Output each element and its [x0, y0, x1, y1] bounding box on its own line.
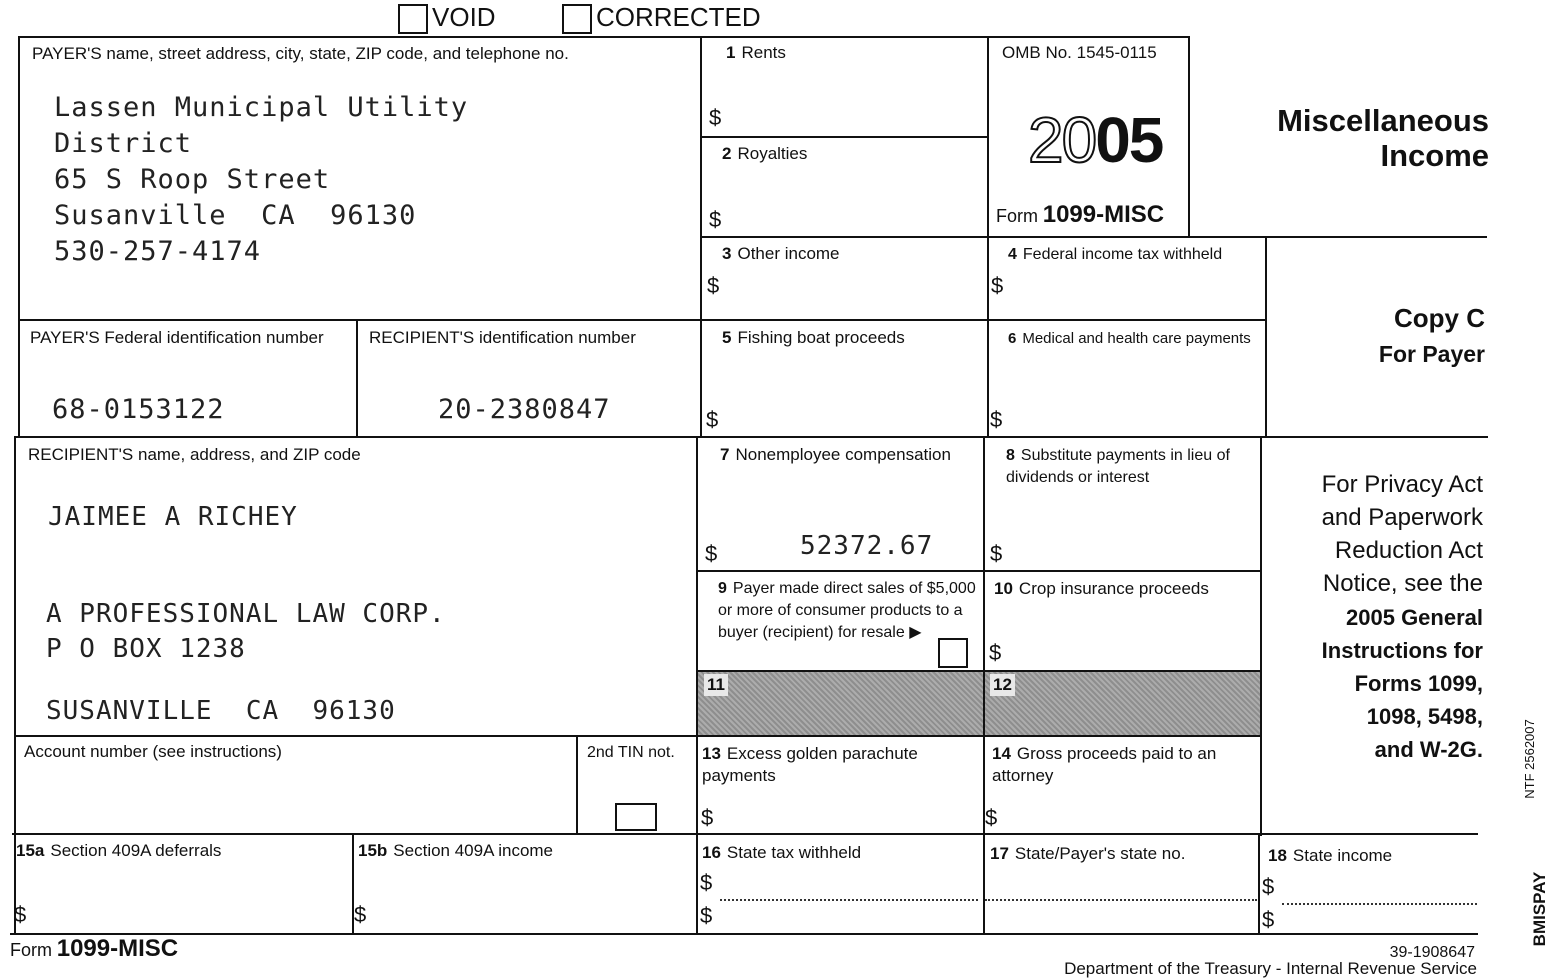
footer-code: 39-1908647 [1389, 944, 1475, 961]
box-7-value: 52372.67 [800, 531, 934, 561]
box-number: 6 [1008, 330, 1017, 347]
void-label: VOID [432, 2, 496, 32]
privacy-line: and W-2G. [1374, 737, 1483, 762]
grid-line [1258, 833, 1260, 933]
box-1-label [726, 42, 786, 64]
side-code: NTF 2562007 [1522, 719, 1537, 799]
recipient-name: JAIMEE A RICHEY [48, 502, 298, 532]
copy-for: For Payer [1378, 341, 1485, 367]
box-title: Section 409A income [393, 841, 554, 860]
box-5-label [722, 327, 905, 349]
box-12-number: 12 [990, 674, 1015, 696]
form-title-line1: Miscellaneous [1277, 103, 1489, 138]
side-brand: BMISPAY [1530, 871, 1549, 947]
box-9-label [718, 578, 978, 644]
box-12-shaded [985, 672, 1260, 735]
box-number: 8 [1006, 447, 1015, 464]
box-number: 18 [1268, 846, 1287, 865]
box-title: Gross proceeds paid to an attorney [992, 744, 1217, 785]
box-14-label [992, 743, 1242, 787]
box-number: 16 [702, 843, 721, 862]
box-title: Substitute payments in lieu of dividends or interest [1006, 447, 1230, 486]
void-checkbox[interactable] [398, 4, 428, 34]
dollar-sign: $ [700, 870, 713, 895]
form-title-line2: Income [1380, 138, 1489, 173]
footer-form-id [10, 935, 179, 962]
box-title: Medical and health care payments [1022, 330, 1251, 347]
payer-line: Susanville CA 96130 [54, 200, 417, 231]
box-number: 15b [358, 841, 388, 860]
box-title: Payer made direct sales of $5,000 or more of consumer products to a buyer (recipient) for resale ▶ [718, 580, 976, 641]
box-18-label [1268, 845, 1392, 867]
grid-line [987, 36, 989, 436]
box-number: 14 [992, 744, 1011, 763]
dollar-sign: $ [354, 902, 367, 927]
privacy-line: 2005 General [1346, 605, 1483, 630]
box-number: 9 [718, 580, 727, 597]
grid-line [18, 36, 20, 436]
box-title: Fishing boat proceeds [737, 328, 905, 347]
dollar-sign: $ [700, 903, 713, 928]
tax-year [1028, 104, 1162, 176]
footer-form-prefix: Form [10, 940, 52, 960]
dollar-sign: $ [705, 541, 718, 566]
dollar-sign: $ [707, 273, 720, 298]
recipient-id-label: RECIPIENT'S identification number [369, 328, 636, 347]
grid-line [10, 933, 1478, 935]
form-prefix: Form [996, 206, 1038, 226]
dollar-sign: $ [701, 805, 714, 830]
box-title: Royalties [737, 144, 808, 163]
privacy-line: For Privacy Act [1321, 471, 1483, 498]
second-tin-checkbox[interactable] [615, 803, 657, 831]
grid-line [18, 319, 1266, 321]
payer-fed-id-value: 68-0153122 [52, 394, 225, 425]
omb-number: OMB No. 1545-0115 [1002, 43, 1157, 62]
box-title: State/Payer's state no. [1014, 844, 1186, 863]
box-title: Other income [737, 244, 840, 263]
recipient-line: A PROFESSIONAL LAW CORP. [46, 599, 446, 629]
box-6-label [1008, 328, 1251, 350]
dollar-sign: $ [1262, 907, 1275, 932]
box-number: 1 [726, 43, 736, 62]
dollar-sign: $ [709, 105, 722, 130]
box-10-label [994, 578, 1209, 600]
dollar-sign: $ [985, 805, 998, 830]
grid-line [356, 319, 358, 436]
box-title: State tax withheld [726, 843, 862, 862]
box-7-label [720, 444, 951, 466]
box-8-label [1006, 445, 1261, 489]
dotted-divider [985, 899, 1257, 901]
box-17-label [990, 843, 1185, 865]
box-number: 5 [722, 328, 732, 347]
grid-line [14, 735, 1260, 737]
account-number-label: Account number (see instructions) [24, 742, 282, 761]
box-11-number: 11 [704, 674, 728, 696]
form-id [996, 201, 1165, 228]
privacy-line: and Paperwork [1321, 504, 1483, 531]
box-title: Crop insurance proceeds [1018, 579, 1209, 598]
footer-dept: Department of the Treasury - Internal Revenue Service [1064, 959, 1477, 978]
box-11-shaded [698, 672, 983, 735]
footer-form-name: 1099-MISC [56, 935, 179, 962]
box-title: Excess golden parachute payments [702, 744, 918, 785]
payer-line: 65 S Roop Street [54, 164, 331, 195]
grid-line [700, 36, 702, 436]
grid-line [1188, 36, 1190, 236]
recipient-line: SUSANVILLE CA 96130 [46, 696, 396, 726]
dotted-divider [1282, 903, 1477, 905]
privacy-line: 1098, 5498, [1366, 704, 1483, 729]
box-15b-label [358, 840, 553, 862]
payer-label: PAYER'S name, street address, city, state, ZIP code, and telephone no. [32, 44, 569, 63]
box-title: Federal income tax withheld [1022, 246, 1223, 263]
copy-label: Copy C [1394, 303, 1485, 333]
box-title: Nonemployee compensation [735, 445, 951, 464]
grid-line [576, 735, 578, 833]
grid-line [697, 570, 1262, 572]
box-number: 10 [994, 579, 1013, 598]
grid-line [20, 36, 1189, 38]
dollar-sign: $ [706, 407, 719, 432]
grid-line [701, 136, 988, 138]
box-number: 7 [720, 445, 730, 464]
grid-line [701, 236, 1487, 238]
dollar-sign: $ [989, 640, 1002, 665]
privacy-line: Instructions for [1321, 638, 1483, 663]
tax-year-prefix: 20 [1028, 104, 1096, 176]
dollar-sign: $ [709, 207, 722, 232]
box-title: Rents [741, 43, 786, 62]
corrected-label: CORRECTED [596, 2, 761, 32]
box-title: Section 409A deferrals [50, 841, 222, 860]
box-9-checkbox[interactable] [938, 638, 968, 668]
box-number: 3 [722, 244, 732, 263]
privacy-line: Notice, see the [1322, 570, 1483, 597]
form-name: 1099-MISC [1042, 201, 1165, 228]
box-15a-label [16, 840, 221, 862]
box-4-label [1008, 244, 1222, 266]
grid-line [16, 436, 1488, 438]
box-3-label [722, 243, 840, 265]
dollar-sign: $ [990, 407, 1003, 432]
dollar-sign: $ [14, 902, 27, 927]
dollar-sign: $ [990, 541, 1003, 566]
privacy-line: Reduction Act [1334, 537, 1483, 564]
box-number: 4 [1008, 246, 1017, 263]
second-tin-label: 2nd TIN not. [587, 744, 675, 761]
recipient-id-value: 20-2380847 [438, 394, 611, 425]
privacy-line: Forms 1099, [1354, 671, 1483, 696]
payer-line: 530-257-4174 [54, 236, 262, 267]
payer-fed-id-label: PAYER'S Federal identification number [30, 328, 324, 347]
box-number: 2 [722, 144, 732, 163]
dollar-sign: $ [1262, 874, 1275, 899]
corrected-checkbox[interactable] [562, 4, 592, 34]
box-16-label [702, 842, 861, 864]
grid-line [1260, 436, 1262, 836]
box-13-label [702, 743, 972, 787]
grid-line [1265, 236, 1267, 436]
dotted-divider [720, 899, 978, 901]
recipient-line: P O BOX 1238 [46, 634, 246, 664]
box-number: 13 [702, 744, 721, 763]
payer-line: District [54, 128, 193, 159]
payer-line: Lassen Municipal Utility [54, 92, 469, 123]
box-number: 17 [990, 844, 1009, 863]
tax-year-suffix: 05 [1095, 104, 1163, 176]
box-title: State income [1292, 846, 1393, 865]
recipient-label: RECIPIENT'S name, address, and ZIP code [28, 445, 361, 464]
dollar-sign: $ [991, 273, 1004, 298]
box-number: 15a [16, 841, 45, 860]
box-2-label [722, 143, 807, 165]
